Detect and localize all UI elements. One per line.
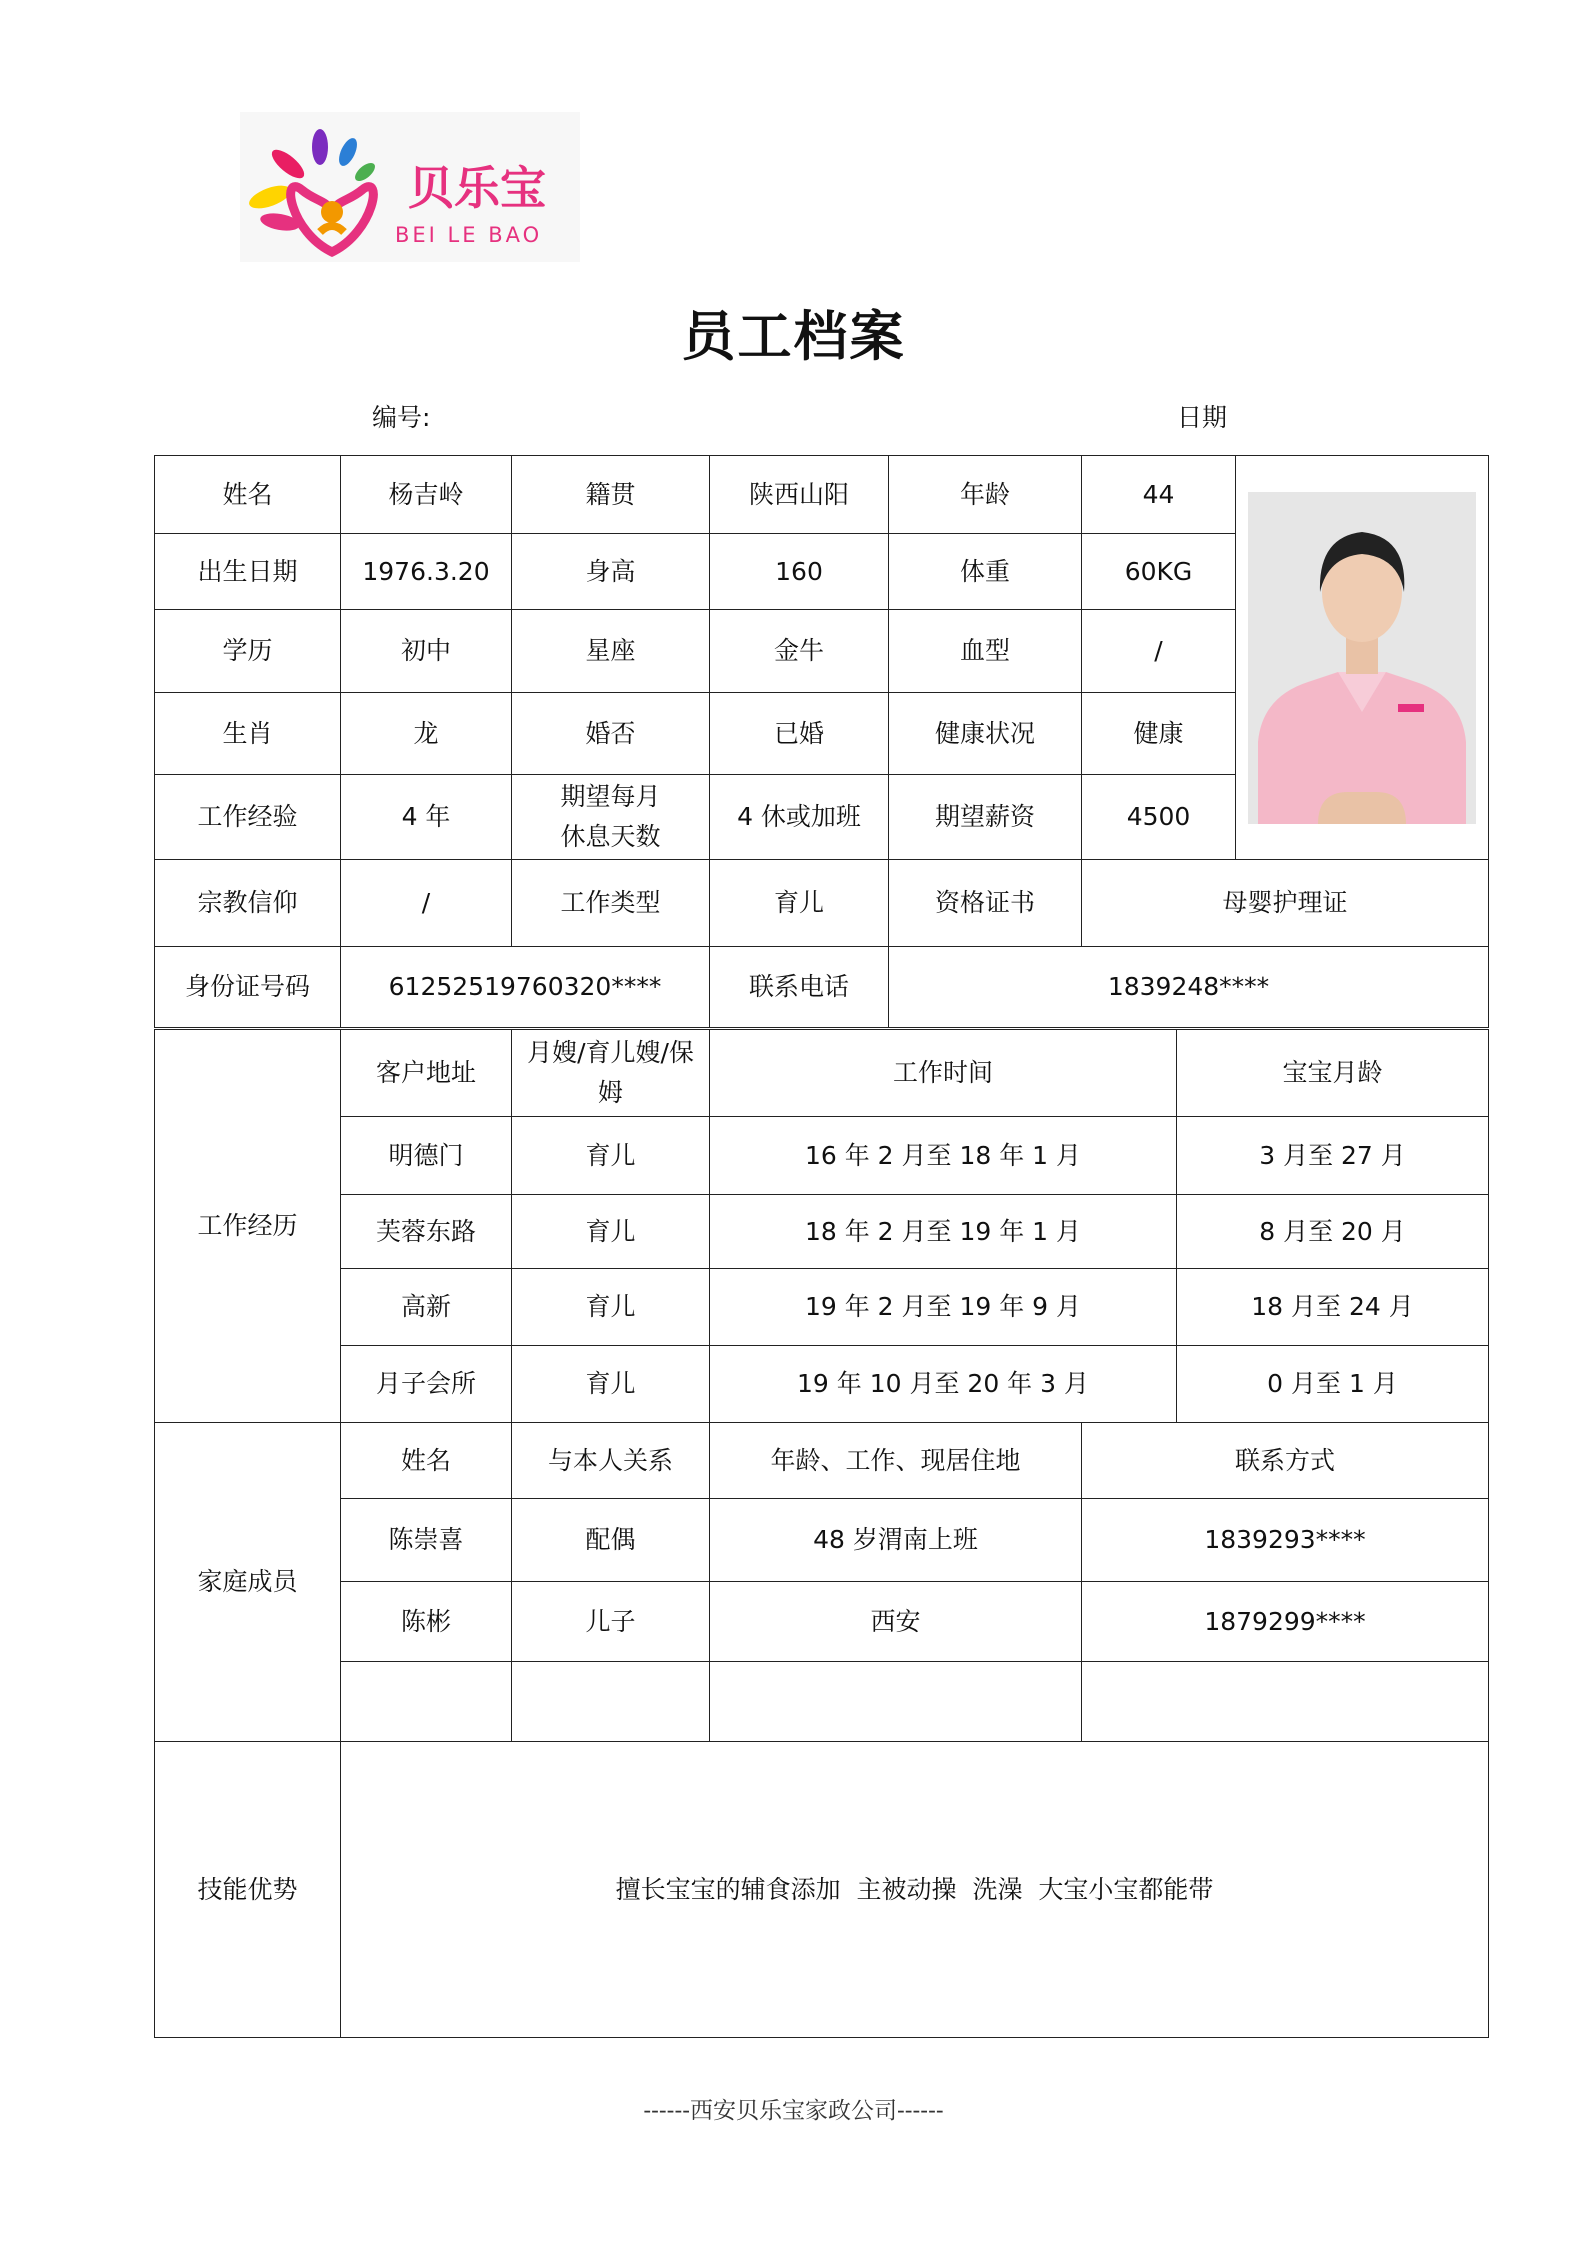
phone-label: 联系电话 — [710, 947, 889, 1028]
salary-label: 期望薪资 — [889, 775, 1082, 860]
table-cell: 陈彬 — [341, 1582, 512, 1662]
table-cell: 育儿 — [512, 1346, 710, 1423]
birth-label: 出生日期 — [155, 534, 341, 610]
table-cell: 48 岁渭南上班 — [710, 1499, 1082, 1582]
weight-label: 体重 — [889, 534, 1082, 610]
number-label: 编号: — [372, 403, 431, 432]
family-label: 家庭成员 — [155, 1423, 341, 1742]
table-cell: 儿子 — [512, 1582, 710, 1662]
table-header: 与本人关系 — [512, 1423, 710, 1499]
table-header: 姓名 — [341, 1423, 512, 1499]
id-value: 61252519760320**** — [341, 947, 710, 1028]
marital-value: 已婚 — [710, 693, 889, 775]
animal-label: 生肖 — [155, 693, 341, 775]
table-cell — [1082, 1662, 1489, 1742]
photo-cell — [1236, 456, 1489, 860]
table-cell: 19 年 10 月至 20 年 3 月 — [710, 1346, 1177, 1423]
skills-value: 擅长宝宝的辅食添加 主被动操 洗澡 大宝小宝都能带 — [341, 1742, 1489, 2038]
footer-text: ------西安贝乐宝家政公司------ — [643, 2098, 944, 2124]
table-cell: 16 年 2 月至 18 年 1 月 — [710, 1117, 1177, 1195]
date-label: 日期 — [1177, 403, 1228, 432]
marital-label: 婚否 — [512, 693, 710, 775]
zodiac-label: 星座 — [512, 610, 710, 693]
logo-text-en: BEI LE BAO — [395, 223, 543, 247]
table-header: 宝宝月龄 — [1177, 1030, 1489, 1117]
table-cell: 1839293**** — [1082, 1499, 1489, 1582]
age-value: 44 — [1082, 456, 1236, 534]
table-cell: 配偶 — [512, 1499, 710, 1582]
table-header: 年龄、工作、现居住地 — [710, 1423, 1082, 1499]
table-header: 月嫂/育儿嫂/保姆 — [512, 1030, 710, 1117]
exp-value: 4 年 — [341, 775, 512, 860]
name-value: 杨吉岭 — [341, 456, 512, 534]
jobtype-value: 育儿 — [710, 860, 889, 947]
skills-label: 技能优势 — [155, 1742, 341, 2038]
logo-text-cn: 贝乐宝 — [408, 161, 546, 215]
family-table — [154, 1422, 1489, 1742]
table-cell: 育儿 — [512, 1269, 710, 1346]
table-cell: 育儿 — [512, 1195, 710, 1269]
table-cell: 月子会所 — [341, 1346, 512, 1423]
id-label: 身份证号码 — [155, 947, 341, 1028]
cert-label: 资格证书 — [889, 860, 1082, 947]
origin-label: 籍贯 — [512, 456, 710, 534]
work-history-table — [154, 1029, 1489, 1423]
table-cell — [710, 1662, 1082, 1742]
table-cell: 育儿 — [512, 1117, 710, 1195]
zodiac-value: 金牛 — [710, 610, 889, 693]
table-cell: 8 月至 20 月 — [1177, 1195, 1489, 1269]
health-label: 健康状况 — [889, 693, 1082, 775]
table-cell: 明德门 — [341, 1117, 512, 1195]
table-cell: 18 月至 24 月 — [1177, 1269, 1489, 1346]
skills-table — [154, 1741, 1489, 2038]
work-history-label: 工作经历 — [155, 1030, 341, 1423]
health-value: 健康 — [1082, 693, 1236, 775]
height-label: 身高 — [512, 534, 710, 610]
edu-value: 初中 — [341, 610, 512, 693]
name-label: 姓名 — [155, 456, 341, 534]
table-cell: 陈崇喜 — [341, 1499, 512, 1582]
table-cell: 3 月至 27 月 — [1177, 1117, 1489, 1195]
table-header: 工作时间 — [710, 1030, 1177, 1117]
origin-value: 陕西山阳 — [710, 456, 889, 534]
salary-value: 4500 — [1082, 775, 1236, 860]
exp-label: 工作经验 — [155, 775, 341, 860]
age-label: 年龄 — [889, 456, 1082, 534]
height-value: 160 — [710, 534, 889, 610]
table-header: 客户地址 — [341, 1030, 512, 1117]
religion-label: 宗教信仰 — [155, 860, 341, 947]
logo — [240, 112, 580, 262]
blood-value: / — [1082, 610, 1236, 693]
table-cell: 19 年 2 月至 19 年 9 月 — [710, 1269, 1177, 1346]
page-title: 员工档案 — [681, 305, 906, 368]
phone-value: 1839248**** — [889, 947, 1489, 1028]
table-header: 联系方式 — [1082, 1423, 1489, 1499]
rest-label-line2: 休息天数 — [560, 822, 661, 851]
table-cell: 西安 — [710, 1582, 1082, 1662]
weight-value: 60KG — [1082, 534, 1236, 610]
table-cell: 高新 — [341, 1269, 512, 1346]
rest-label-line1: 期望每月 — [560, 782, 661, 811]
table-cell: 18 年 2 月至 19 年 1 月 — [710, 1195, 1177, 1269]
table-cell: 1879299**** — [1082, 1582, 1489, 1662]
religion-value: / — [341, 860, 512, 947]
table-cell: 芙蓉东路 — [341, 1195, 512, 1269]
birth-value: 1976.3.20 — [341, 534, 512, 610]
rest-label — [512, 775, 710, 860]
table-cell — [512, 1662, 710, 1742]
blood-label: 血型 — [889, 610, 1082, 693]
edu-label: 学历 — [155, 610, 341, 693]
cert-value: 母婴护理证 — [1082, 860, 1489, 947]
jobtype-label: 工作类型 — [512, 860, 710, 947]
portrait-photo — [1248, 492, 1476, 824]
employee-form — [154, 455, 1489, 1028]
animal-value: 龙 — [341, 693, 512, 775]
table-cell — [341, 1662, 512, 1742]
rest-value: 4 休或加班 — [710, 775, 889, 860]
table-cell: 0 月至 1 月 — [1177, 1346, 1489, 1423]
